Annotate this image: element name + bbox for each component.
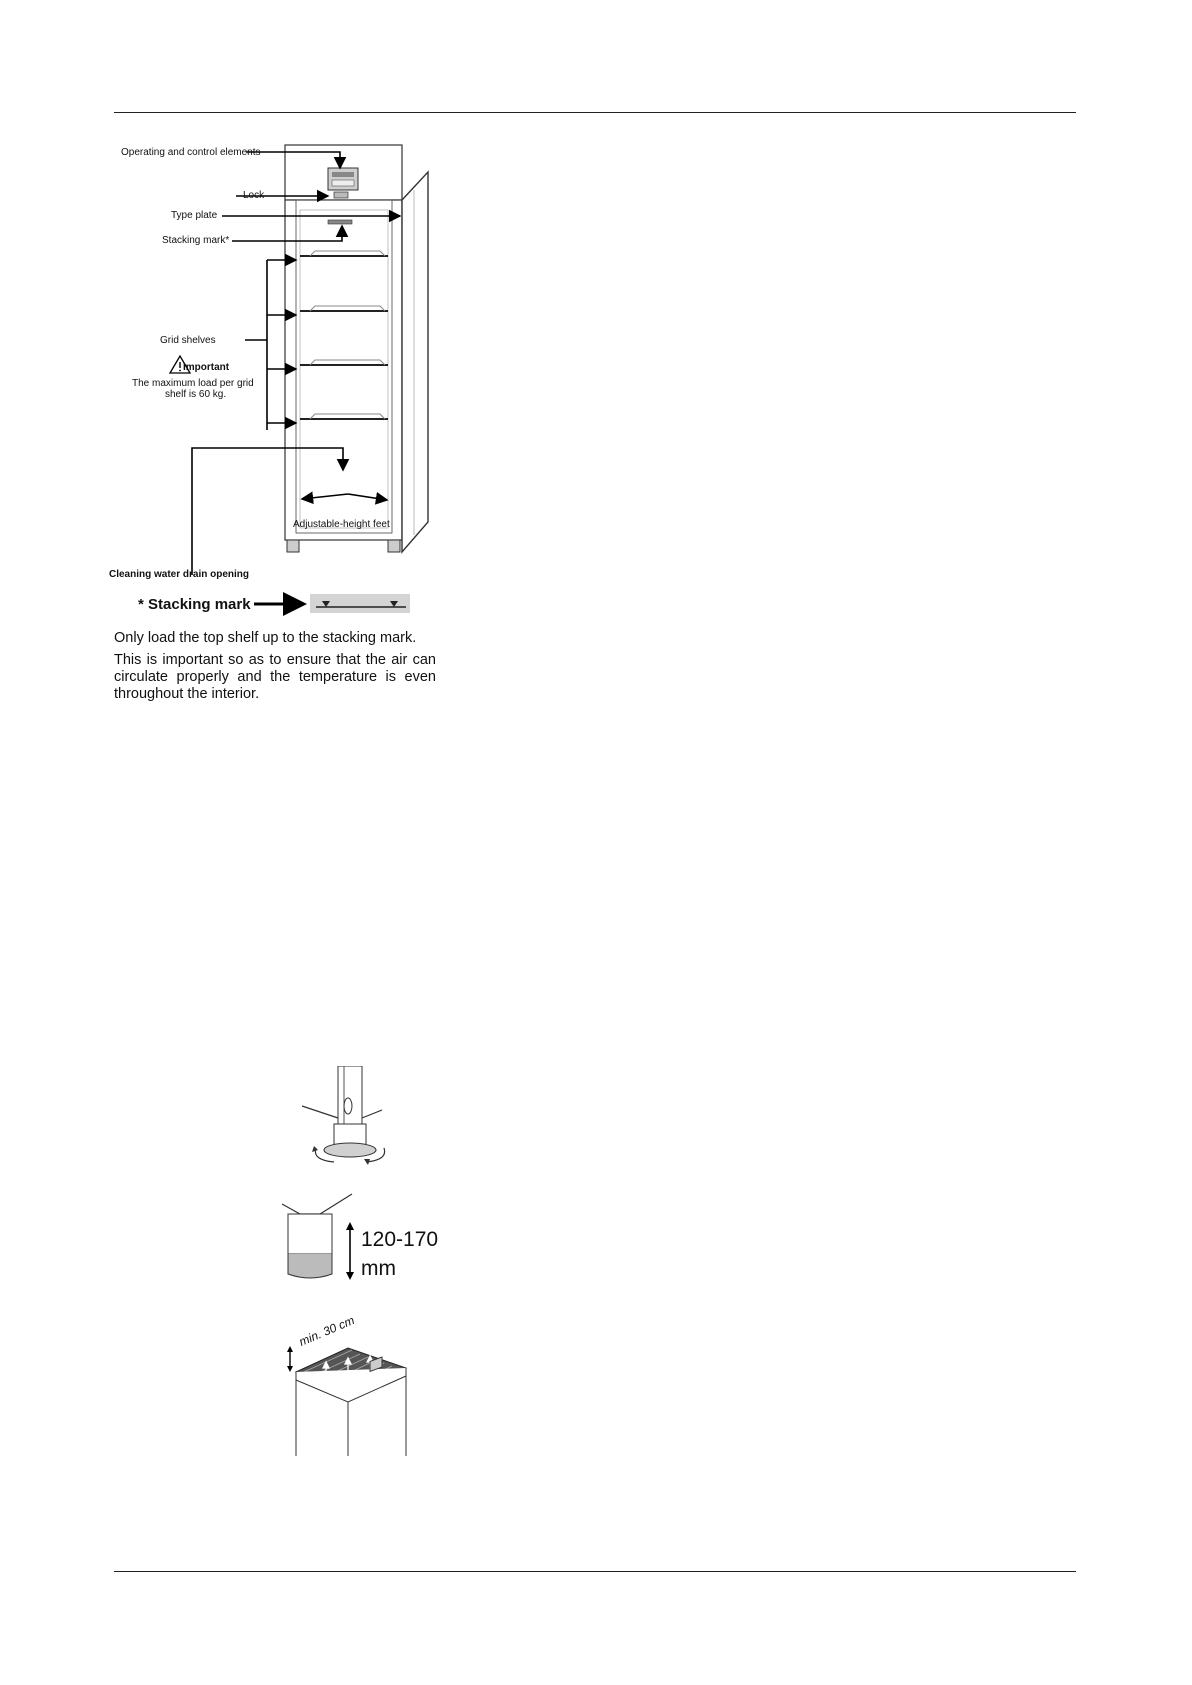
lock [334,192,348,198]
header-rule [114,112,1076,113]
label-important-title: Important [183,362,230,373]
stacking-para-2: This is important so as to ensure that the air can circulate properly and the temperature is even throughout the interior. [114,652,436,702]
foot-left [287,540,299,552]
cabinet-door [402,172,428,552]
stacking-para-1: Only load the top shelf up to the stacking mark. [114,630,417,646]
label-stacking-mark: Stacking mark* [162,235,230,246]
clearance-text: min. 30 cm [297,1313,357,1349]
footer-rule [114,1571,1076,1572]
label-lock: Lock [243,190,265,201]
stacking-mark-legend [252,592,412,616]
label-important-line1: The maximum load per grid [132,378,254,389]
label-drain: Cleaning water drain opening [109,569,250,580]
foot-height-unit: mm [361,1257,396,1280]
label-important-line2: shelf is 60 kg. [165,389,227,400]
foot-height-range: 120-170 [361,1228,439,1251]
control-panel [328,168,358,190]
foot-right [388,540,400,552]
appliance-diagram [110,140,450,580]
label-operating: Operating and control elements [121,147,261,158]
stacking-heading: * Stacking mark [138,596,251,613]
label-feet: Adjustable-height feet [293,519,390,530]
foot-height-figure [280,1192,370,1292]
foot-adjust-figure [298,1066,408,1171]
label-type-plate: Type plate [171,210,218,221]
label-grid-shelves: Grid shelves [160,335,216,346]
